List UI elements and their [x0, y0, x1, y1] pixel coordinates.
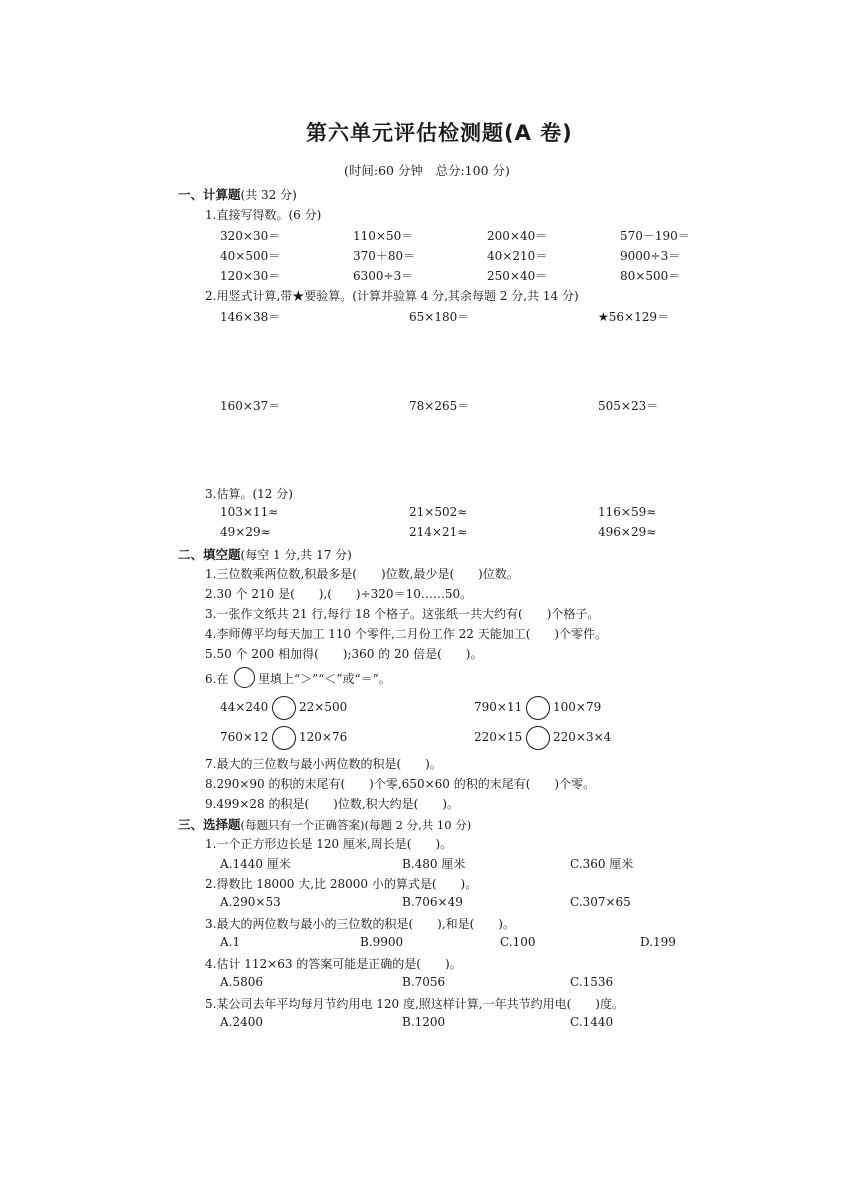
s3-option: A.2400	[220, 1015, 264, 1029]
s1-q1-item: 120×30＝	[220, 269, 281, 283]
s1-q2-item: ★56×129＝	[598, 310, 669, 324]
s3-option: D.199	[640, 935, 676, 949]
s1-q3-label: 3.估算。(12 分)	[205, 487, 293, 501]
s3-option: A.5806	[220, 975, 264, 989]
s1-q1-item: 40×500＝	[220, 249, 281, 263]
compare-left: 220×15	[474, 730, 523, 744]
s1-q1-item: 6300÷3＝	[353, 269, 414, 283]
section2-note: (每空 1 分,共 17 分)	[240, 548, 352, 562]
s3-question: 3.最大的两位数与最小的三位数的积是( ),和是( )。	[205, 917, 515, 931]
s2-q9: 9.499×28 的积是( )位数,积大约是( )。	[205, 797, 460, 811]
s2-q5: 5.50 个 200 相加得( );360 的 20 倍是( )。	[205, 647, 483, 661]
s1-q3-item: 21×502≈	[409, 505, 468, 519]
page-title: 第六单元评估检测题(A 卷)	[306, 121, 573, 145]
s3-option: C.100	[500, 935, 536, 949]
section3-title: 三、选择题	[178, 817, 241, 832]
s2-q4: 4.李师傅平均每天加工 110 个零件,二月份工作 22 天能加工( )个零件。	[205, 627, 608, 641]
s3-option: A.1	[220, 935, 241, 949]
compare-circle-2[interactable]	[526, 696, 550, 720]
s2-q7: 7.最大的三位数与最小两位数的积是( )。	[205, 757, 442, 771]
compare-circle-4[interactable]	[526, 726, 550, 750]
section1-note: (共 32 分)	[240, 188, 297, 202]
s1-q1-item: 570－190＝	[620, 229, 690, 243]
s1-q2-item: 65×180＝	[409, 310, 470, 324]
section1-heading	[178, 185, 297, 203]
compare-left: 790×11	[474, 700, 523, 714]
s3-option: A.290×53	[220, 895, 281, 909]
compare-left: 44×240	[220, 700, 269, 714]
s2-q6-pre: 6.在	[205, 672, 229, 686]
s2-q2: 2.30 个 210 是( ),( )÷320＝10……50。	[205, 587, 473, 601]
s1-q1-item: 40×210＝	[487, 249, 548, 263]
s1-q2-label: 2.用竖式计算,带★要验算。(计算并验算 4 分,其余每题 2 分,共 14 分)	[205, 289, 579, 303]
compare-circle-1[interactable]	[272, 696, 296, 720]
s2-q8: 8.290×90 的积的末尾有( )个零,650×60 的积的末尾有( )个零。	[205, 777, 596, 791]
section2-title: 二、填空题	[178, 547, 241, 562]
s3-question: 2.得数比 18000 大,比 28000 小的算式是( )。	[205, 877, 478, 891]
compare-right: 22×500	[299, 700, 348, 714]
s1-q1-label: 1.直接写得数。(6 分)	[205, 208, 322, 222]
s3-option: B.480 厘米	[402, 857, 466, 871]
s1-q2-item: 146×38＝	[220, 310, 281, 324]
section1-title: 一、计算题	[178, 187, 241, 202]
s1-q3-item: 496×29≈	[598, 525, 657, 539]
compare-right: 100×79	[553, 700, 602, 714]
s3-option: C.1536	[570, 975, 614, 989]
s3-option: C.307×65	[570, 895, 631, 909]
s1-q1-item: 320×30＝	[220, 229, 281, 243]
s1-q1-item: 250×40＝	[487, 269, 548, 283]
s1-q3-item: 49×29≈	[220, 525, 271, 539]
s2-q1: 1.三位数乘两位数,积最多是( )位数,最少是( )位数。	[205, 567, 519, 581]
s2-q3: 3.一张作文纸共 21 行,每行 18 个格子。这张纸一共大约有( )个格子。	[205, 607, 600, 621]
section2-heading	[178, 545, 352, 563]
section3-note: (每题只有一个正确答案)(每题 2 分,共 10 分)	[240, 818, 472, 832]
s1-q3-item: 214×21≈	[409, 525, 468, 539]
compare-circle-3[interactable]	[272, 726, 296, 750]
s3-option: B.706×49	[402, 895, 463, 909]
s3-question: 4.估计 112×63 的答案可能是正确的是( )。	[205, 957, 462, 971]
s3-option: B.7056	[402, 975, 446, 989]
s2-q6-post: 里填上“＞”“＜”或“＝”。	[258, 672, 391, 686]
compare-right: 120×76	[299, 730, 348, 744]
s1-q2-item: 78×265＝	[409, 399, 470, 413]
compare-circle-icon	[234, 667, 255, 688]
s1-q1-item: 9000÷3＝	[620, 249, 681, 263]
s1-q1-item: 80×500＝	[620, 269, 681, 283]
s3-question: 1.一个正方形边长是 120 厘米,周长是( )。	[205, 837, 453, 851]
s3-option: B.9900	[360, 935, 404, 949]
s3-question: 5.某公司去年平均每月节约用电 120 度,照这样计算,一年共节约用电( )度。	[205, 997, 624, 1011]
page-subtitle: (时间:60 分钟 总分:100 分)	[344, 163, 510, 178]
s1-q1-item: 200×40＝	[487, 229, 548, 243]
compare-left: 760×12	[220, 730, 269, 744]
s1-q3-item: 103×11≈	[220, 505, 279, 519]
s1-q1-item: 370＋80＝	[353, 249, 416, 263]
s1-q2-item: 505×23＝	[598, 399, 659, 413]
compare-right: 220×3×4	[553, 730, 612, 744]
s3-option: C.360 厘米	[570, 857, 634, 871]
section3-heading	[178, 815, 471, 833]
s1-q2-item: 160×37＝	[220, 399, 281, 413]
s1-q3-item: 116×59≈	[598, 505, 657, 519]
s3-option: A.1440 厘米	[220, 857, 291, 871]
s3-option: C.1440	[570, 1015, 614, 1029]
s3-option: B.1200	[402, 1015, 446, 1029]
s1-q1-item: 110×50＝	[353, 229, 414, 243]
